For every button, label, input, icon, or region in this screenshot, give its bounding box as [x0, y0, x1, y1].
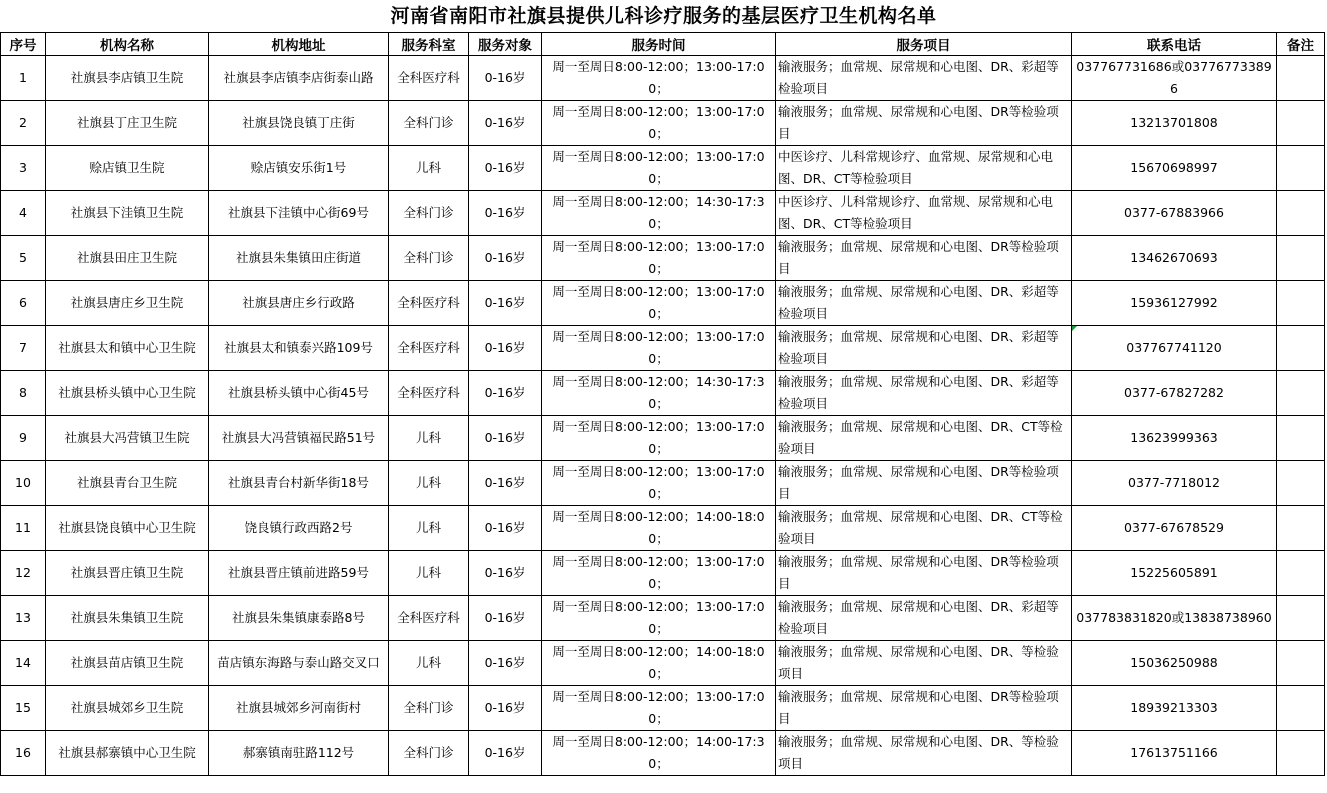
table-row — [1, 146, 1325, 191]
cell-address[interactable]: 社旗县李店镇李店街泰山路 — [209, 56, 389, 101]
cell-items[interactable]: 输液服务；血常规、尿常规和心电图、DR等检验项目 — [776, 686, 1072, 731]
cell-target[interactable]: 0-16岁 — [469, 461, 542, 506]
header-dept[interactable]: 服务科室 — [389, 33, 469, 56]
cell-no[interactable]: 10 — [1, 461, 46, 506]
cell-dept[interactable]: 全科医疗科 — [389, 326, 469, 371]
cell-note[interactable] — [1277, 596, 1325, 641]
cell-items[interactable]: 输液服务；血常规、尿常规和心电图、DR、彩超等检验项目 — [776, 596, 1072, 641]
cell-time[interactable]: 周一至周日8:00-12:00；13:00-17:00； — [542, 281, 776, 326]
cell-address[interactable]: 赊店镇安乐街1号 — [209, 146, 389, 191]
cell-items[interactable]: 输液服务；血常规、尿常规和心电图、DR、CT等检验项目 — [776, 416, 1072, 461]
cell-dept[interactable]: 全科医疗科 — [389, 596, 469, 641]
cell-time[interactable]: 周一至周日8:00-12:00；13:00-17:00； — [542, 596, 776, 641]
header-address[interactable]: 机构地址 — [209, 33, 389, 56]
cell-time[interactable]: 周一至周日8:00-12:00；14:30-17:30； — [542, 371, 776, 416]
cell-no[interactable]: 8 — [1, 371, 46, 416]
cell-time[interactable]: 周一至周日8:00-12:00；13:00-17:00； — [542, 146, 776, 191]
cell-no[interactable]: 4 — [1, 191, 46, 236]
cell-name[interactable]: 社旗县李店镇卫生院 — [46, 56, 209, 101]
header-name[interactable]: 机构名称 — [46, 33, 209, 56]
cell-note[interactable] — [1277, 101, 1325, 146]
cell-address[interactable]: 社旗县唐庄乡行政路 — [209, 281, 389, 326]
cell-items[interactable]: 输液服务；血常规、尿常规和心电图、DR、彩超等检验项目 — [776, 56, 1072, 101]
header-phone[interactable]: 联系电话 — [1072, 33, 1277, 56]
cell-phone[interactable]: 15670698997 — [1072, 146, 1277, 191]
cell-note[interactable] — [1277, 236, 1325, 281]
cell-note[interactable] — [1277, 416, 1325, 461]
cell-items[interactable]: 输液服务；血常规、尿常规和心电图、DR等检验项目 — [776, 236, 1072, 281]
cell-target[interactable]: 0-16岁 — [469, 686, 542, 731]
cell-dept[interactable]: 儿科 — [389, 416, 469, 461]
cell-phone[interactable]: 18939213303 — [1072, 686, 1277, 731]
cell-name[interactable]: 社旗县青台卫生院 — [46, 461, 209, 506]
cell-note[interactable] — [1277, 371, 1325, 416]
cell-address[interactable]: 社旗县朱集镇田庄街道 — [209, 236, 389, 281]
cell-address[interactable]: 社旗县城郊乡河南街村 — [209, 686, 389, 731]
cell-note[interactable] — [1277, 281, 1325, 326]
header-note[interactable]: 备注 — [1277, 33, 1325, 56]
cell-target[interactable]: 0-16岁 — [469, 641, 542, 686]
cell-no[interactable]: 1 — [1, 56, 46, 101]
table-row — [1, 56, 1325, 101]
cell-phone[interactable]: 15036250988 — [1072, 641, 1277, 686]
cell-name[interactable]: 社旗县苗店镇卫生院 — [46, 641, 209, 686]
cell-name[interactable]: 社旗县丁庄卫生院 — [46, 101, 209, 146]
cell-time[interactable]: 周一至周日8:00-12:00；13:00-17:00； — [542, 686, 776, 731]
cell-target[interactable]: 0-16岁 — [469, 281, 542, 326]
cell-phone[interactable]: 0377-67827282 — [1072, 371, 1277, 416]
cell-time[interactable]: 周一至周日8:00-12:00；14:00-18:00； — [542, 641, 776, 686]
cell-dept[interactable]: 儿科 — [389, 506, 469, 551]
cell-dept[interactable]: 全科医疗科 — [389, 371, 469, 416]
cell-no[interactable]: 7 — [1, 326, 46, 371]
table-row — [1, 281, 1325, 326]
table-row — [1, 371, 1325, 416]
cell-no[interactable]: 9 — [1, 416, 46, 461]
cell-note[interactable] — [1277, 191, 1325, 236]
cell-items[interactable]: 输液服务；血常规、尿常规和心电图、DR等检验项目 — [776, 101, 1072, 146]
cell-dept[interactable]: 全科门诊 — [389, 236, 469, 281]
cell-items[interactable]: 输液服务；血常规、尿常规和心电图、DR、彩超等检验项目 — [776, 281, 1072, 326]
cell-address[interactable]: 饶良镇行政西路2号 — [209, 506, 389, 551]
cell-target[interactable]: 0-16岁 — [469, 191, 542, 236]
cell-no[interactable]: 12 — [1, 551, 46, 596]
cell-name[interactable]: 社旗县郝寨镇中心卫生院 — [46, 731, 209, 776]
cell-items[interactable]: 输液服务；血常规、尿常规和心电图、DR等检验项目 — [776, 461, 1072, 506]
cell-target[interactable]: 0-16岁 — [469, 551, 542, 596]
table-row — [1, 326, 1325, 371]
cell-dept[interactable]: 全科门诊 — [389, 686, 469, 731]
institution-table — [0, 32, 1325, 776]
cell-items[interactable]: 输液服务；血常规、尿常规和心电图、DR、彩超等检验项目 — [776, 326, 1072, 371]
cell-dept[interactable]: 全科医疗科 — [389, 281, 469, 326]
cell-phone[interactable]: 15936127992 — [1072, 281, 1277, 326]
cell-items[interactable]: 输液服务；血常规、尿常规和心电图、DR、CT等检验项目 — [776, 506, 1072, 551]
cell-name[interactable]: 社旗县大冯营镇卫生院 — [46, 416, 209, 461]
cell-no[interactable]: 3 — [1, 146, 46, 191]
cell-address[interactable]: 社旗县太和镇泰兴路109号 — [209, 326, 389, 371]
cell-phone[interactable]: 037767741120 — [1072, 326, 1277, 371]
cell-dept[interactable]: 儿科 — [389, 641, 469, 686]
cell-items[interactable]: 中医诊疗、儿科常规诊疗、血常规、尿常规和心电图、DR、CT等检验项目 — [776, 191, 1072, 236]
cell-address[interactable]: 社旗县晋庄镇前进路59号 — [209, 551, 389, 596]
header-target[interactable]: 服务对象 — [469, 33, 542, 56]
cell-no[interactable]: 11 — [1, 506, 46, 551]
cell-name[interactable]: 社旗县太和镇中心卫生院 — [46, 326, 209, 371]
cell-dept[interactable]: 儿科 — [389, 461, 469, 506]
cell-name[interactable]: 社旗县田庄卫生院 — [46, 236, 209, 281]
cell-dept[interactable]: 全科门诊 — [389, 731, 469, 776]
cell-dept[interactable]: 全科门诊 — [389, 191, 469, 236]
table-row — [1, 731, 1325, 776]
table-row — [1, 101, 1325, 146]
comment-marker-icon — [1072, 326, 1077, 331]
cell-address[interactable]: 社旗县下洼镇中心街69号 — [209, 191, 389, 236]
cell-time[interactable]: 周一至周日8:00-12:00；13:00-17:00； — [542, 101, 776, 146]
cell-target[interactable]: 0-16岁 — [469, 371, 542, 416]
cell-time[interactable]: 周一至周日8:00-12:00；13:00-17:00； — [542, 461, 776, 506]
table-row — [1, 506, 1325, 551]
cell-note[interactable] — [1277, 686, 1325, 731]
cell-dept[interactable]: 儿科 — [389, 146, 469, 191]
table-row — [1, 191, 1325, 236]
cell-no[interactable]: 2 — [1, 101, 46, 146]
cell-phone[interactable]: 037783831820或13838738960 — [1072, 596, 1277, 641]
cell-time[interactable]: 周一至周日8:00-12:00；13:00-17:00； — [542, 56, 776, 101]
cell-target[interactable]: 0-16岁 — [469, 101, 542, 146]
cell-note[interactable] — [1277, 56, 1325, 101]
cell-address[interactable]: 苗店镇东海路与泰山路交叉口 — [209, 641, 389, 686]
cell-target[interactable]: 0-16岁 — [469, 326, 542, 371]
cell-name[interactable]: 社旗县下洼镇卫生院 — [46, 191, 209, 236]
cell-phone[interactable]: 0377-67883966 — [1072, 191, 1277, 236]
table-row — [1, 461, 1325, 506]
cell-phone[interactable]: 13213701808 — [1072, 101, 1277, 146]
table-row — [1, 641, 1325, 686]
cell-note[interactable] — [1277, 506, 1325, 551]
cell-items[interactable]: 输液服务；血常规、尿常规和心电图、DR等检验项目 — [776, 551, 1072, 596]
cell-address[interactable]: 郝寨镇南驻路112号 — [209, 731, 389, 776]
cell-target[interactable]: 0-16岁 — [469, 56, 542, 101]
cell-note[interactable] — [1277, 326, 1325, 371]
cell-time[interactable]: 周一至周日8:00-12:00；14:30-17:30； — [542, 191, 776, 236]
cell-target[interactable]: 0-16岁 — [469, 506, 542, 551]
cell-name[interactable]: 社旗县桥头镇中心卫生院 — [46, 371, 209, 416]
cell-no[interactable]: 6 — [1, 281, 46, 326]
cell-phone[interactable]: 0377-7718012 — [1072, 461, 1277, 506]
header-no[interactable]: 序号 — [1, 33, 46, 56]
cell-note[interactable] — [1277, 731, 1325, 776]
cell-no[interactable]: 5 — [1, 236, 46, 281]
cell-phone[interactable]: 13623999363 — [1072, 416, 1277, 461]
cell-note[interactable] — [1277, 641, 1325, 686]
cell-note[interactable] — [1277, 461, 1325, 506]
cell-address[interactable]: 社旗县朱集镇康泰路8号 — [209, 596, 389, 641]
cell-dept[interactable]: 儿科 — [389, 551, 469, 596]
table-row — [1, 236, 1325, 281]
cell-name[interactable]: 社旗县饶良镇中心卫生院 — [46, 506, 209, 551]
cell-dept[interactable]: 全科医疗科 — [389, 56, 469, 101]
header-time[interactable]: 服务时间 — [542, 33, 776, 56]
cell-address[interactable]: 社旗县青台村新华街18号 — [209, 461, 389, 506]
cell-name[interactable]: 社旗县城郊乡卫生院 — [46, 686, 209, 731]
cell-name[interactable]: 社旗县晋庄镇卫生院 — [46, 551, 209, 596]
cell-phone[interactable]: 17613751166 — [1072, 731, 1277, 776]
cell-time[interactable]: 周一至周日8:00-12:00；13:00-17:00； — [542, 236, 776, 281]
table-row — [1, 686, 1325, 731]
cell-no[interactable]: 16 — [1, 731, 46, 776]
cell-time[interactable]: 周一至周日8:00-12:00；13:00-17:00； — [542, 551, 776, 596]
cell-time[interactable]: 周一至周日8:00-12:00；13:00-17:00； — [542, 326, 776, 371]
sheet-title[interactable]: 河南省南阳市社旗县提供儿科诊疗服务的基层医疗卫生机构名单 — [390, 5, 937, 27]
cell-items[interactable]: 输液服务；血常规、尿常规和心电图、DR、等检验项目 — [776, 731, 1072, 776]
cell-time[interactable]: 周一至周日8:00-12:00；13:00-17:00； — [542, 416, 776, 461]
cell-address[interactable]: 社旗县大冯营镇福民路51号 — [209, 416, 389, 461]
cell-target[interactable]: 0-16岁 — [469, 146, 542, 191]
cell-no[interactable]: 15 — [1, 686, 46, 731]
cell-phone[interactable]: 0377-67678529 — [1072, 506, 1277, 551]
cell-target[interactable]: 0-16岁 — [469, 236, 542, 281]
header-items[interactable]: 服务项目 — [776, 33, 1072, 56]
cell-no[interactable]: 14 — [1, 641, 46, 686]
cell-target[interactable]: 0-16岁 — [469, 596, 542, 641]
cell-phone[interactable]: 15225605891 — [1072, 551, 1277, 596]
cell-time[interactable]: 周一至周日8:00-12:00；14:00-17:30； — [542, 731, 776, 776]
cell-items[interactable]: 输液服务；血常规、尿常规和心电图、DR、等检验项目 — [776, 641, 1072, 686]
cell-phone[interactable]: 037767731686或037767733896 — [1072, 56, 1277, 101]
cell-address[interactable]: 社旗县桥头镇中心街45号 — [209, 371, 389, 416]
cell-items[interactable]: 中医诊疗、儿科常规诊疗、血常规、尿常规和心电图、DR、CT等检验项目 — [776, 146, 1072, 191]
cell-note[interactable] — [1277, 551, 1325, 596]
cell-target[interactable]: 0-16岁 — [469, 731, 542, 776]
cell-phone[interactable]: 13462670693 — [1072, 236, 1277, 281]
table-row — [1, 551, 1325, 596]
cell-time[interactable]: 周一至周日8:00-12:00；14:00-18:00； — [542, 506, 776, 551]
cell-no[interactable]: 13 — [1, 596, 46, 641]
cell-note[interactable] — [1277, 146, 1325, 191]
table-row — [1, 596, 1325, 641]
header-row — [1, 33, 1325, 56]
cell-name[interactable]: 社旗县唐庄乡卫生院 — [46, 281, 209, 326]
cell-items[interactable]: 输液服务；血常规、尿常规和心电图、DR、彩超等检验项目 — [776, 371, 1072, 416]
cell-address[interactable]: 社旗县饶良镇丁庄街 — [209, 101, 389, 146]
cell-name[interactable]: 社旗县朱集镇卫生院 — [46, 596, 209, 641]
cell-dept[interactable]: 全科门诊 — [389, 101, 469, 146]
table-row — [1, 416, 1325, 461]
cell-target[interactable]: 0-16岁 — [469, 416, 542, 461]
cell-name[interactable]: 赊店镇卫生院 — [46, 146, 209, 191]
